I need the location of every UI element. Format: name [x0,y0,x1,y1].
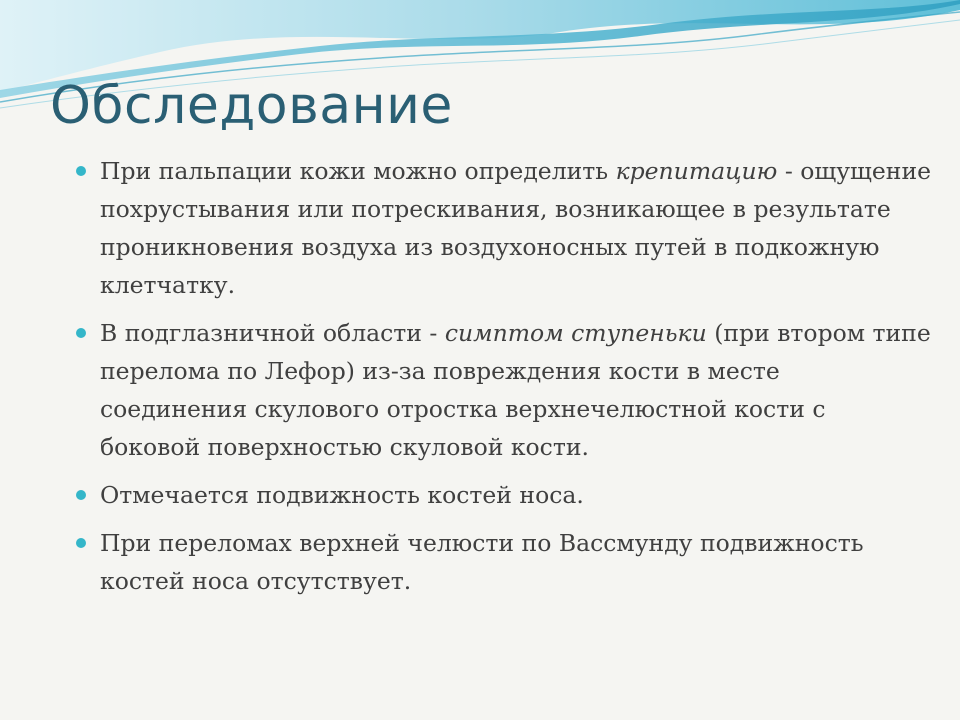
bullet-item [76,152,932,304]
bullet-dot-icon [76,538,86,548]
bullet-text: При переломах верхней челюсти по Вассмунду подвижность костей носа отсутствует. [100,529,864,595]
bullet-text-rest: - ощущение похрустывания или потрескивания, возникающее в результате проникновения воздуха из воздухоносных путей в подкожную клетчатку. [100,157,932,299]
bullet-term: крепитацию [615,157,778,185]
bullet-item [76,524,932,600]
bullet-dot-icon [76,166,86,176]
bullet-list [76,152,932,610]
bullet-dot-icon [76,490,86,500]
bullet-item [76,314,932,466]
bullet-dot-icon [76,328,86,338]
bullet-text: В подглазничной области - [100,319,445,347]
bullet-text: При пальпации кожи можно определить [100,157,616,185]
slide-title: Обследование [50,76,453,136]
bullet-text-rest: (при втором типе перелома по Лефор) из-за повреждения кости в месте соединения скулового отростка верхнечелюстной кости с боковой поверхностью скуловой кости. [100,319,931,461]
bullet-term: симптом ступеньки [444,319,707,347]
bullet-item [76,476,932,514]
bullet-text: Отмечается подвижность костей носа. [100,481,584,509]
